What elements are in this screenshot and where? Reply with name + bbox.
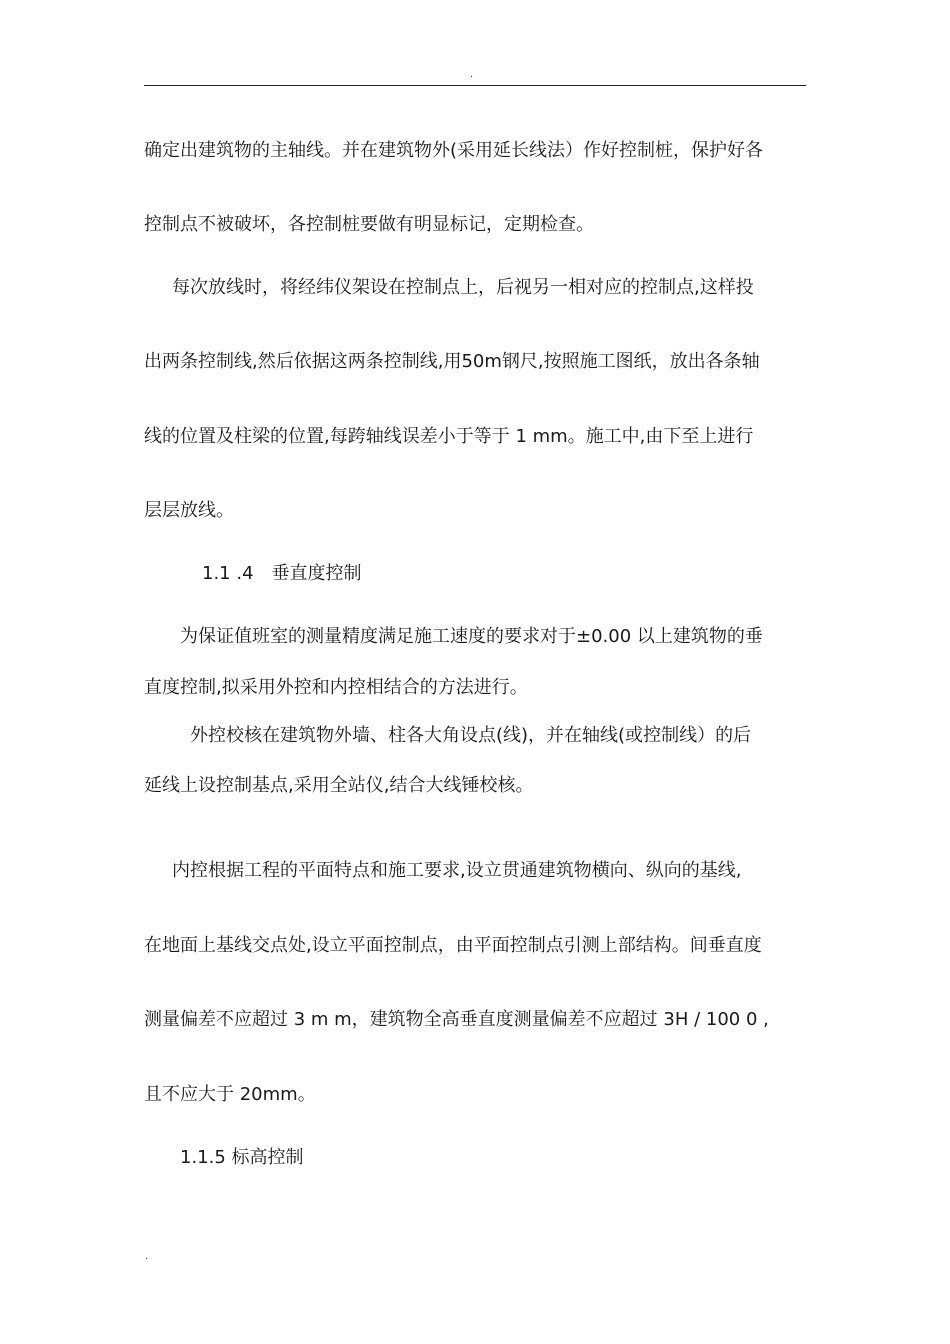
paragraph-line: 控制点不被破坏，各控制桩要做有明显标记，定期检查。 [144, 214, 594, 235]
paragraph-line: 在地面上基线交点处,设立平面控制点，由平面控制点引测上部结构。间垂直度 [144, 935, 762, 956]
paragraph-line: 线的位置及柱梁的位置,每跨轴线误差小于等于 1 mm。施工中,由下至上进行 [144, 426, 754, 447]
section-heading: 1.1 .4 垂直度控制 [202, 563, 362, 584]
section-heading: 1.1.5 标高控制 [180, 1147, 304, 1168]
paragraph-line: 出两条控制线,然后依据这两条控制线,用50m钢尺,按照施工图纸，放出各条轴 [144, 351, 760, 372]
paragraph-line: 为保证值班室的测量精度满足施工速度的要求对于±0.00 以上建筑物的垂 [180, 626, 763, 647]
paragraph-line: 层层放线。 [144, 500, 234, 521]
paragraph-line: 每次放线时，将经纬仪架设在控制点上，后视另一相对应的控制点,这样投 [172, 277, 754, 298]
paragraph-line: 且不应大于 20mm。 [144, 1084, 316, 1105]
paragraph-line: 直度控制,拟采用外控和内控相结合的方法进行。 [144, 677, 528, 698]
paragraph-line: 确定出建筑物的主轴线。并在建筑物外(采用延长线法）作好控制桩，保护好各 [144, 140, 764, 161]
paragraph-line: 延线上设控制基点,采用全站仪,结合大线锤校核。 [144, 775, 534, 796]
paragraph-line: 内控根据工程的平面特点和施工要求,设立贯通建筑物横向、纵向的基线, [172, 860, 742, 881]
footer-mark: . [145, 1251, 149, 1262]
paragraph-line: 外控校核在建筑物外墙、柱各大角设点(线)，并在轴线(或控制线）的后 [190, 725, 752, 746]
header-rule [144, 85, 806, 86]
header-mark: . [470, 69, 474, 80]
paragraph-line: 测量偏差不应超过 3 m m，建筑物全高垂直度测量偏差不应超过 3H / 100 0 , [144, 1009, 769, 1030]
